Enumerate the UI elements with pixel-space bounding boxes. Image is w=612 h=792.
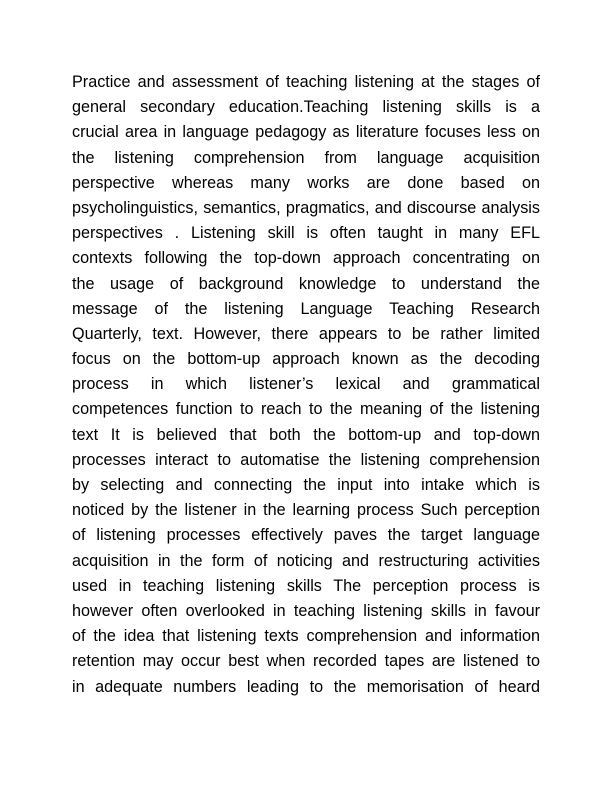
text-line-6: psycholinguistics, semantics, pragmatics, and discourse analysis bbox=[72, 198, 540, 217]
text-line-7: perspectives . Listening skill is often taught in many EFL bbox=[72, 224, 540, 243]
text-line-24: retention may occur best when recorded tapes are listened to bbox=[72, 652, 540, 671]
text-line-19: of listening processes effectively paves the target language bbox=[72, 526, 540, 545]
text-line-18: noticed by the listener in the learning process Such perception bbox=[72, 501, 540, 520]
text-line-3: crucial area in language pedagogy as literature focuses less on bbox=[72, 123, 540, 142]
text-line-21: used in teaching listening skills The perception process is bbox=[72, 576, 540, 595]
text-line-9: the usage of background knowledge to understand the bbox=[72, 274, 540, 293]
text-line-17: by selecting and connecting the input into intake which is bbox=[72, 476, 540, 494]
text-line-25: in adequate numbers leading to the memorisation of heard bbox=[72, 677, 540, 696]
text-line-13: process in which listener’s lexical and grammatical bbox=[72, 375, 540, 394]
text-line-14: competences function to reach to the meaning of the listening bbox=[72, 400, 540, 419]
text-line-8: contexts following the top-down approach concentrating on bbox=[72, 249, 540, 268]
text-line-23: of the idea that listening texts comprehension and information bbox=[72, 627, 540, 646]
text-line-10: message of the listening Language Teaching Research bbox=[72, 299, 540, 318]
text-line-20: acquisition in the form of noticing and restructuring activities bbox=[72, 551, 540, 570]
body-paragraph bbox=[72, 70, 540, 700]
text-line-16: processes interact to automatise the listening comprehension bbox=[72, 450, 540, 469]
text-line-22: however often overlooked in teaching listening skills in favour bbox=[72, 601, 540, 620]
text-line-12: focus on the bottom-up approach known as the decoding bbox=[72, 350, 540, 369]
text-line-4: the listening comprehension from language acquisition bbox=[72, 148, 540, 167]
text-line-5: perspective whereas many works are done based on bbox=[72, 173, 540, 192]
text-line-1: Practice and assessment of teaching listening at the stages of bbox=[72, 73, 540, 91]
text-line-2: general secondary education.Teaching listening skills is a bbox=[72, 98, 540, 117]
text-line-15: text It is believed that both the bottom-up and top-down bbox=[72, 425, 540, 444]
text-line-11: Quarterly, text. However, there appears to be rather limited bbox=[72, 324, 540, 343]
